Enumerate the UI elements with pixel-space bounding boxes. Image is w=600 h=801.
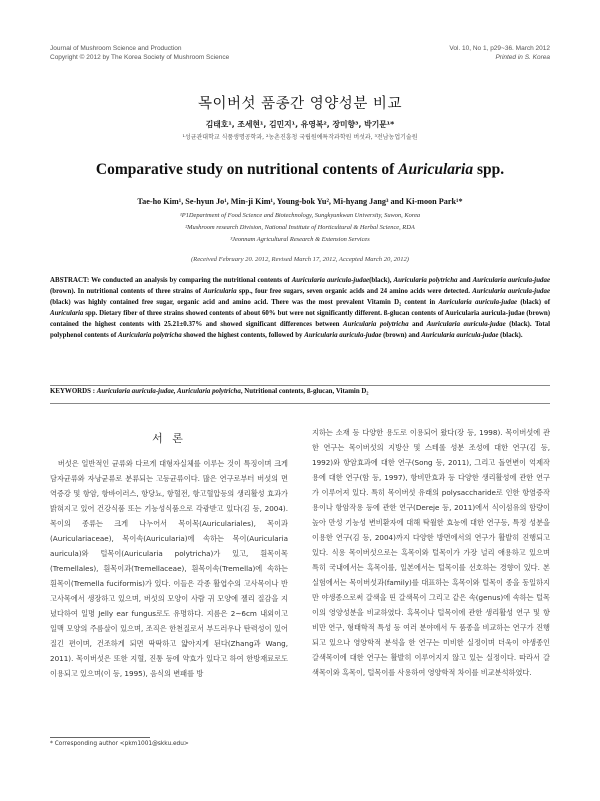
species-name: Auricularia polytricha bbox=[393, 277, 458, 284]
journal-copyright: Copyright © 2012 by The Korea Society of Mushroom Science bbox=[50, 54, 230, 61]
abstract-text: and bbox=[408, 320, 427, 328]
body-column-right: 지하는 소재 등 다양한 용도로 이용되어 왔다(장 등, 1998). 목이버섯에 관한 연구는 목이버섯의 지방산 및 스테롤 성분 조성에 대한 연구(김 등, 1992)와 항암효과에 대한 연구(Song 등, 2011), 그리고 돌연변이 억제작용에 대한 연구(함 등, 1997), 항비만효과 등 다양한 생리활성에 관한 연구가 이루어져 있다. 특히 목이버섯 유래의 polysaccharide로 인한 항염증작용이나 항암작용 등에 관한 연구(Dereje 등, 2011)에서 식이섬유의 함량이 높아 만성 기능성 변비환자에 대해 탁월한 효능에 대한 연구등, 특정 성분을 이용한 연구(김 등, 2004)까지 다양한 방면에서의 연구가 활발히 진행되고 있다. 식용 목이버섯으로는 흑목이와 털목이가 가장 널리 애용하고 있으며 특히 국내에서는 흑목이를, 일본에서는 털목이를 선호하는 경향이 있다. 본 실험에서는 목이버섯과(family)를 대표하는 흑목이와 털목이 종을 동일하지만 야생종으로써 갈색을 띤 갈색목이 그리고 같은 속(genus)에 속하는 털목이의 영양성분을 비교하였다. 흑목이나 털목이에 관한 생리활성 연구 및 항비만 연구, 형태학적 특성 등 여러 분야에서 두 품종을 비교하는 연구가 진행되고 있으나 영양학적 분석을 한 연구는 미비한 실정이며 더욱이 야생종인 갈색목이에 대한 연구는 활발히 이루어지지 않고 있는 실정이다. 따라서 갈색목이와 흑목이, 털목이를 사용하여 영양학적 차이를 비교분석하였다. bbox=[312, 428, 550, 677]
species-name: Auricularia auricula-judae bbox=[438, 298, 518, 306]
journal-header-right bbox=[449, 44, 550, 62]
abstract-text: (black) of bbox=[517, 298, 551, 306]
footnote-rule bbox=[50, 737, 150, 738]
keywords-rest: , Nutritional contents, ß-glucan, Vitamin D₂ bbox=[240, 388, 369, 395]
korean-authors: 김태호¹, 조세현¹, 김민지¹, 유영복², 장미향³, 박기문¹* bbox=[205, 120, 395, 129]
affiliation-1: ¹P1Department of Food Science and Biotechnology, Sungkyunkwan University, Suwon, Korea bbox=[179, 212, 421, 219]
printed-in: Printed in S. Korea bbox=[495, 54, 550, 61]
abstract-text: (black) was highly contained free sugar, organic acid and amino acid. There was the most prevalent Vitamin D₂ content in bbox=[50, 298, 439, 306]
keywords-top-rule bbox=[50, 385, 550, 386]
species-name: Auricularia polytricha bbox=[117, 331, 182, 339]
english-authors: Tae-ho Kim¹, Se-hyun Jo¹, Min-ji Kim¹, Young-bok Yu², Mi-hyang Jang³ and Ki-moon Park¹* bbox=[137, 197, 463, 206]
abstract bbox=[50, 276, 550, 341]
english-title bbox=[0, 161, 600, 179]
keywords-bottom-rule bbox=[50, 403, 550, 404]
body-column-left: 버섯은 일반적인 균류와 다르게 대형자실체를 이루는 것이 특징이며 크게 담자균류와 자낭균류로 분류되는 고등균류이다. 많은 연구로부터 버섯의 면역증강 및 항암, 항바이러스, 항당뇨, 항혈전, 항고혈압등의 생리활성 효과가 밝혀지고 있어 건강식품 또는 기능성식품으로 각광받고 있다(김 등, 2004). 목이의 종류는 크게 나누어서 목이목(Auriculariales), 목이과(Auriculariaceae), 목이속(Auricularia)에 속하는 목이(Auricularia auricula)와 털목이(Auricularia polytricha)가 있고, 흰목이목(Tremellales), 흰목이과(Tremellaceae), 흰목이속(Tremella)에 속하는 흰목이(Tremella fuciformis)가 있다. 이들은 각종 활엽수의 고사목이나 반고사목에서 생장하고 있으며, 버섯의 모양이 사람 귀 모양에 젤리 질감을 지녔다하여 일명 Jelly ear fungus로도 유명하다. 지름은 2~6cm 내외이고 일맥 모양의 주름살이 있으며, 조직은 한천질로서 부드러우나 탄력성이 있어 질긴 편이며, 건조하게 되면 딱딱하고 얇아지게 된다(Zhang과 Wang, 2011). 목이버섯은 또한 지혈, 진통 등에 약효가 있다고 하여 한방재료로도 이용되고 있으며(이 등, 1995), 음식의 변패를 방 bbox=[50, 459, 288, 678]
journal-header-left bbox=[50, 44, 229, 62]
received-dates: (Received February 20. 2012, Revised March 17, 2012, Accepted March 20, 2012) bbox=[190, 256, 409, 263]
abstract-text: ABSTRACT: We conducted an analysis by comparing the nutritional contents of bbox=[50, 277, 292, 284]
english-title-genus: Auricularia bbox=[398, 161, 474, 178]
abstract-text: spp., four free sugars, seven organic acids and 24 amino acids were detected. bbox=[236, 287, 473, 295]
affiliation-3: ³Jeonnam Agricultural Research & Extension Services bbox=[230, 235, 370, 243]
korean-affiliations: ¹성균관대학교 식품생명공학과, ²농촌진흥청 국립원예특작과학원 버섯과, ³전남농업기술원 bbox=[182, 134, 418, 141]
species-name: Auricularia auricula-judae bbox=[304, 331, 382, 339]
keywords-label: KEYWORDS : bbox=[50, 388, 97, 395]
english-title-prefix: Comparative study on nutritional contents of bbox=[95, 161, 399, 178]
species-name: Auricularia bbox=[50, 309, 84, 317]
species-name: Auricularia auricula-judae bbox=[421, 331, 499, 339]
species-name: Auricularia auricula-judae bbox=[426, 320, 506, 328]
keywords-species: Auricularia auricula-judae, Auricularia polytricha bbox=[96, 388, 241, 395]
english-affiliations bbox=[0, 210, 600, 245]
species-name: Auricularia auricula-judae bbox=[291, 277, 370, 284]
abstract-text: showed the highest contents, followed by bbox=[181, 331, 305, 339]
affiliation-2: ²Mushroom research Division, National Institute of Horticultural & Herbal Science, RDA bbox=[185, 223, 415, 231]
journal-name: Journal of Mushroom Science and Production bbox=[50, 45, 182, 52]
english-title-suffix: spp. bbox=[473, 161, 505, 178]
abstract-text: (brown) and bbox=[381, 331, 422, 339]
abstract-text: (black). Total polyphenol contents of bbox=[50, 320, 551, 339]
volume-info: Vol. 10, No 1, p29~36. March 2012 bbox=[449, 45, 550, 52]
abstract-text: spp. Dietary fiber of three strains showed contents of about 60% but were not significantly different. ß-glucan contents of Auricularia auricula-judae (brown) contained the highest contents with 25.21±0.37% and showed significant differences between bbox=[50, 309, 550, 328]
abstract-text: (black), bbox=[369, 277, 394, 284]
abstract-text: and bbox=[457, 277, 473, 284]
species-name: Auricularia polytricha bbox=[343, 320, 409, 328]
species-name: Auricularia auricula-judae bbox=[472, 287, 550, 295]
keywords bbox=[50, 388, 550, 395]
species-name: Auricularia auricula-judae bbox=[472, 277, 551, 284]
corresponding-author-footnote: * Corresponding author <pkm1001@skku.edu> bbox=[50, 741, 189, 747]
section-title-introduction: 서 론 bbox=[152, 432, 186, 445]
abstract-text: (black). bbox=[498, 331, 523, 339]
korean-title: 목이버섯 품종간 영양성분 비교 bbox=[198, 96, 402, 112]
species-name: Auricularia bbox=[203, 287, 237, 295]
abstract-text: (brown). In nutritional contents of three strains of bbox=[50, 287, 204, 295]
